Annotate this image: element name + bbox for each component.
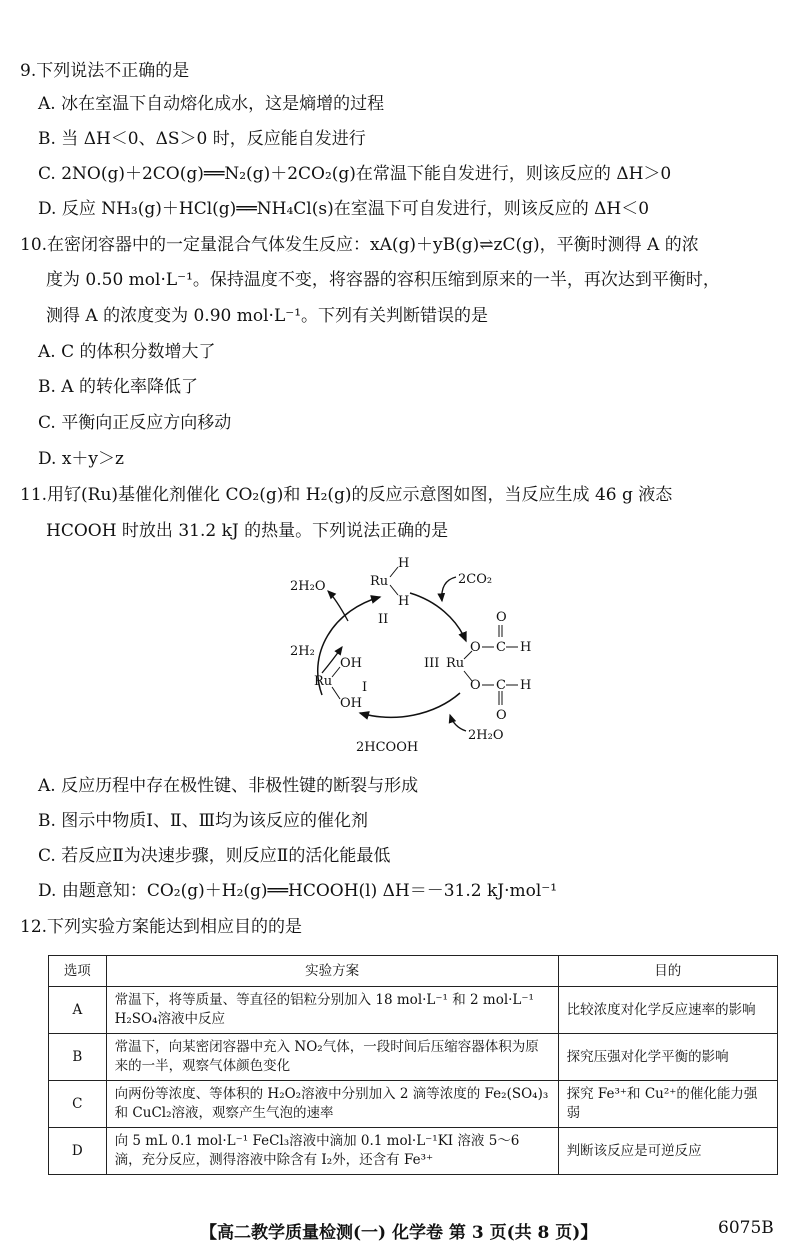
row-option: B — [49, 1034, 107, 1081]
header-goal: 目的 — [558, 956, 777, 987]
row-goal: 探究压强对化学平衡的影响 — [558, 1034, 777, 1081]
cycle-arc-bottom — [360, 693, 460, 717]
row-option: C — [49, 1081, 107, 1128]
table-row — [49, 1128, 778, 1175]
ru-ii-atom: Ru — [370, 574, 389, 589]
h2o-in-label: 2H₂O — [468, 728, 504, 743]
cycle-arc-right — [410, 593, 466, 641]
q9-option-c: C. 2NO(g)＋2CO(g)══N₂(g)＋2CO₂(g)在常温下能自发进行，则该反应的 ΔH＞0 — [38, 164, 672, 184]
species-i-label: I — [362, 680, 368, 695]
exam-code: 6075B — [718, 1218, 774, 1238]
table-header-row — [49, 956, 778, 987]
q9-option-b: B. 当 ΔH＜0、ΔS＞0 时，反应能自发进行 — [38, 129, 366, 149]
q11-stem-line2: HCOOH 时放出 31.2 kJ 的热量。下列说法正确的是 — [46, 521, 449, 541]
row-plan: 向两份等浓度、等体积的 H₂O₂溶液中分别加入 2 滴等浓度的 Fe₂(SO₄)₃和 CuCl₂溶液，观察产生气泡的速率 — [106, 1081, 558, 1128]
q10-stem-line1: 10.在密闭容器中的一定量混合气体发生反应：xA(g)＋yB(g)⇌zC(g)，平衡时测得 A 的浓 — [20, 235, 699, 255]
q10-stem-line3: 测得 A 的浓度变为 0.90 mol·L⁻¹。下列有关判断错误的是 — [46, 306, 489, 326]
q10-stem-line2: 度为 0.50 mol·L⁻¹。保持温度不变，将容器的容积压缩到原来的一半，再次达到平衡时， — [46, 270, 720, 290]
q10-option-c: C. 平衡向正反应方向移动 — [38, 413, 232, 433]
ru-ii-h-bottom: H — [398, 594, 410, 609]
q11-option-d: D. 由题意知：CO₂(g)＋H₂(g)══HCOOH(l) ΔH＝－31.2 kJ·mol⁻¹ — [38, 881, 558, 901]
formate-top-h: H — [520, 640, 532, 655]
h2-in-label: 2H₂ — [290, 644, 315, 659]
header-plan: 实验方案 — [106, 956, 558, 987]
q11-option-b: B. 图示中物质Ⅰ、Ⅱ、Ⅲ均为该反应的催化剂 — [38, 811, 368, 831]
table-row — [49, 987, 778, 1034]
row-goal: 判断该反应是可逆反应 — [558, 1128, 777, 1175]
catalytic-cycle-diagram — [270, 555, 542, 765]
co2-in-arrow — [442, 577, 456, 601]
q10-option-a: A. C 的体积分数增大了 — [38, 342, 216, 362]
formate-bottom-o1: O — [470, 678, 481, 693]
formate-top-o2: O — [496, 610, 507, 625]
formate-top-o1: O — [470, 640, 481, 655]
row-option: A — [49, 987, 107, 1034]
row-plan: 常温下，将等质量、等直径的铝粒分别加入 18 mol·L⁻¹ 和 2 mol·L⁻¹ H₂SO₄溶液中反应 — [106, 987, 558, 1034]
h2-in-arrow — [322, 647, 342, 673]
q12-title: 12.下列实验方案能达到相应目的的是 — [20, 917, 303, 937]
ru-i-oh-bottom: OH — [340, 696, 362, 711]
page-footer: 【高二教学质量检测(一) 化学卷 第 3 页(共 8 页)】 — [200, 1223, 598, 1243]
row-option: D — [49, 1128, 107, 1175]
formate-bottom-o2: O — [496, 708, 507, 723]
co2-in-label: 2CO₂ — [458, 572, 493, 587]
q10-option-b: B. A 的转化率降低了 — [38, 377, 198, 397]
row-goal: 探究 Fe³⁺和 Cu²⁺的催化能力强弱 — [558, 1081, 777, 1128]
row-goal: 比较浓度对化学反应速率的影响 — [558, 987, 777, 1034]
table-row — [49, 1034, 778, 1081]
row-plan: 常温下，向某密闭容器中充入 NO₂气体，一段时间后压缩容器体积为原来的一半，观察气体颜色变化 — [106, 1034, 558, 1081]
q12-table — [48, 955, 778, 1175]
h2o-out-label: 2H₂O — [290, 579, 326, 594]
formate-bottom-c: C — [496, 678, 506, 693]
q10-option-d: D. x＋y＞z — [38, 449, 124, 469]
formate-top-c: C — [496, 640, 506, 655]
table-row — [49, 1081, 778, 1128]
q9-option-d: D. 反应 NH₃(g)＋HCl(g)══NH₄Cl(s)在室温下可自发进行，则该反应的 ΔH＜0 — [38, 199, 650, 219]
ru-i-atom: Ru — [314, 674, 333, 689]
ru-ii-h-top: H — [398, 556, 410, 571]
ru-iii-atom: Ru — [446, 656, 465, 671]
q9-title: 9.下列说法不正确的是 — [20, 61, 190, 81]
q11-stem-line1: 11.用钌(Ru)基催化剂催化 CO₂(g)和 H₂(g)的反应示意图如图，当反应生成 46 g 液态 — [20, 485, 673, 505]
q11-option-c: C. 若反应Ⅱ为决速步骤，则反应Ⅱ的活化能最低 — [38, 846, 391, 866]
formate-bottom-h: H — [520, 678, 532, 693]
ru-i-oh-top: OH — [340, 656, 362, 671]
species-iii-label: III — [424, 656, 440, 671]
q9-option-a: A. 冰在室温下自动熔化成水，这是熵增的过程 — [38, 94, 385, 114]
species-ii-label: II — [378, 612, 389, 627]
hcooh-out-label: 2HCOOH — [356, 740, 419, 755]
h2o-out-arrow — [328, 591, 348, 621]
header-option: 选项 — [49, 956, 107, 987]
q11-option-a: A. 反应历程中存在极性键、非极性键的断裂与形成 — [38, 776, 419, 796]
h2o-in-arrow — [450, 715, 466, 731]
row-plan: 向 5 mL 0.1 mol·L⁻¹ FeCl₃溶液中滴加 0.1 mol·L⁻¹KI 溶液 5～6 滴，充分反应，测得溶液中除含有 I₂外，还含有 Fe³⁺ — [106, 1128, 558, 1175]
